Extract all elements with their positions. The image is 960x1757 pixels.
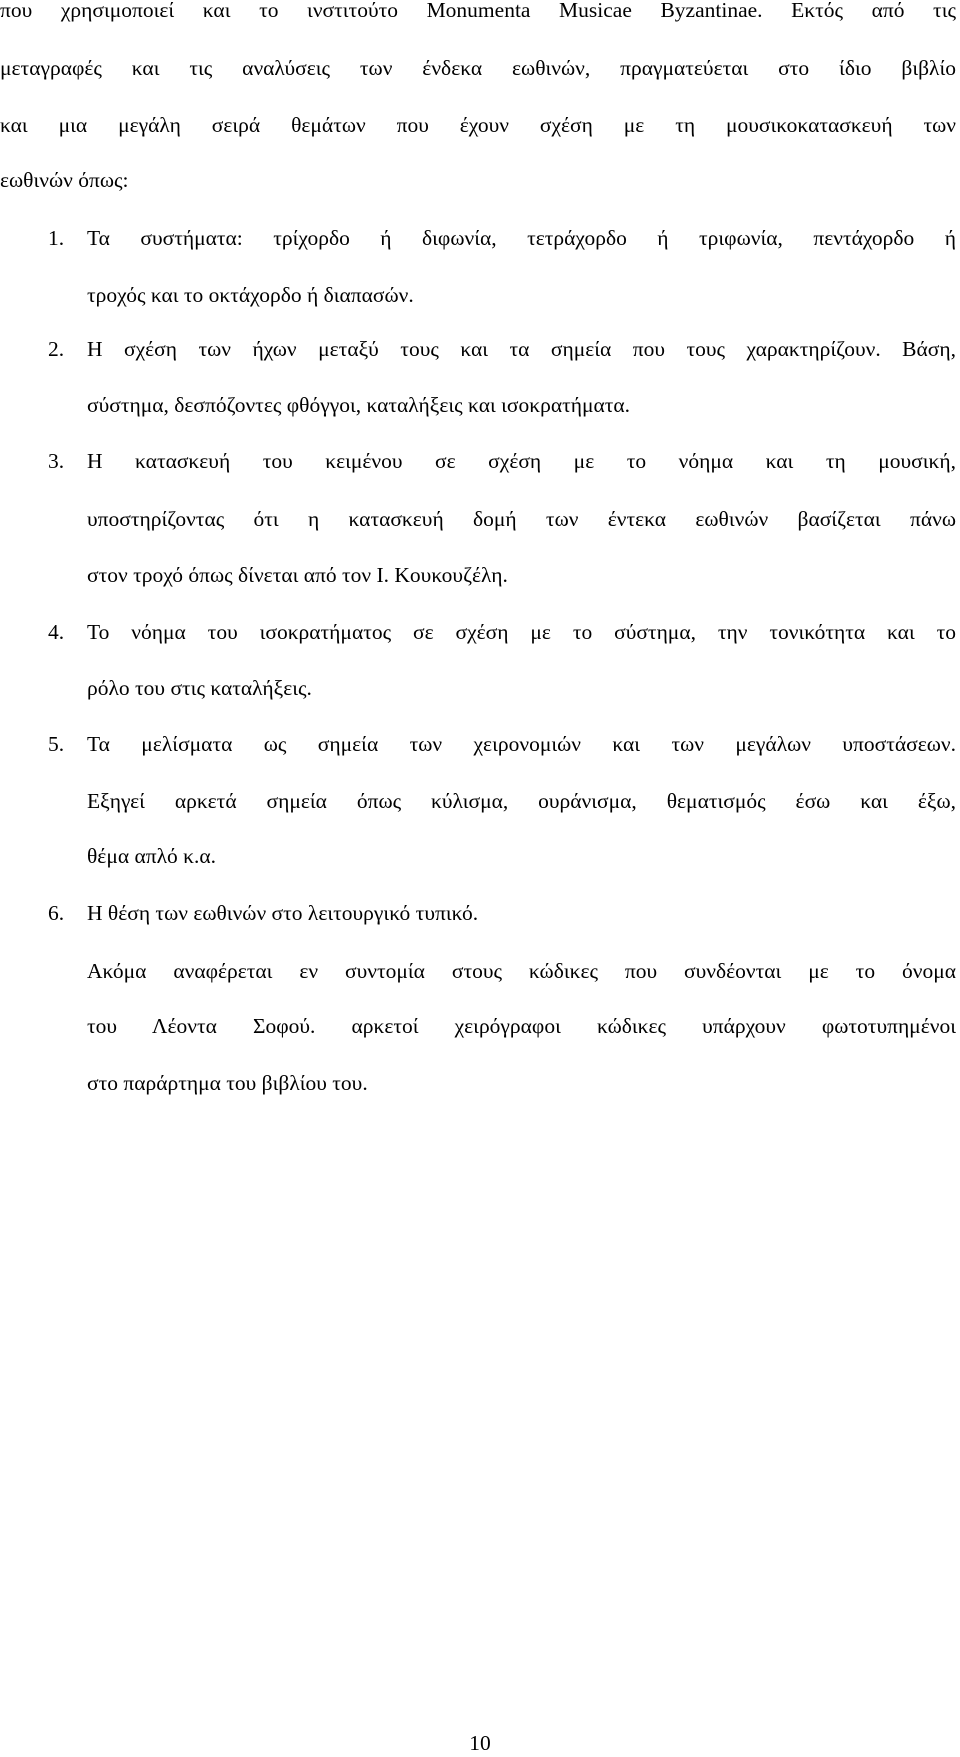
- list-item-line: θέμα απλό κ.α.: [87, 844, 217, 868]
- list-item-line: Τα μελίσματα ως σημεία των χειρονομιών και των μεγάλων υποστάσεων.: [87, 732, 956, 756]
- list-item-line: Η θέση των εωθινών στο λειτουργικό τυπικό.: [87, 901, 479, 925]
- list-item-line: σύστημα, δεσπόζοντες φθόγγοι, καταλήξεις και ισοκρατήματα.: [87, 393, 631, 417]
- list-item-line: Η κατασκευή του κειμένου σε σχέση με το νόημα και τη μουσική,: [87, 449, 956, 473]
- list-item-line: Τα συστήματα: τρίχορδο ή διφωνία, τετράχορδο ή τριφωνία, πεντάχορδο ή: [87, 226, 956, 250]
- list-item-line: ρόλο του στις καταλήξεις.: [87, 676, 312, 700]
- list-item-line: στο παράρτημα του βιβλίου του.: [87, 1071, 368, 1095]
- intro-line-3: και μια μεγάλη σειρά θεμάτων που έχουν σχέση με τη μουσικοκατασκευή των: [0, 113, 956, 137]
- list-item-line: τροχός και το οκτάχορδο ή διαπασών.: [87, 283, 414, 307]
- list-item-line: Το νόημα του ισοκρατήματος σε σχέση με το σύστημα, την τονικότητα και το: [87, 620, 956, 644]
- intro-line-2: μεταγραφές και τις αναλύσεις των ένδεκα εωθινών, πραγματεύεται στο ίδιο βιβλίο: [0, 56, 956, 80]
- intro-line-1: που χρησιμοποιεί και το ινστιτούτο Monumenta Musicae Byzantinae. Εκτός από τις: [0, 0, 956, 22]
- list-item-number: 4.: [48, 620, 65, 644]
- list-item-line: Εξηγεί αρκετά σημεία όπως κύλισμα, ουράνισμα, θεματισμός έσω και έξω,: [87, 789, 956, 813]
- list-item-number: 2.: [48, 337, 65, 361]
- list-item-line: του Λέοντα Σοφού. αρκετοί χειρόγραφοι κώδικες υπάρχουν φωτοτυπημένοι: [87, 1014, 956, 1038]
- list-item-number: 1.: [48, 226, 65, 250]
- list-item-number: 5.: [48, 732, 65, 756]
- list-item-line: στον τροχό όπως δίνεται από τον Ι. Κουκουζέλη.: [87, 563, 508, 587]
- list-item-line: Ακόμα αναφέρεται εν συντομία στους κώδικες που συνδέονται με το όνομα: [87, 959, 956, 983]
- list-item-line: υποστηρίζοντας ότι η κατασκευή δομή των έντεκα εωθινών βασίζεται πάνω: [87, 507, 956, 531]
- intro-line-4: εωθινών όπως:: [0, 168, 129, 192]
- list-item-number: 6.: [48, 901, 65, 925]
- list-item-number: 3.: [48, 449, 65, 473]
- page-number: 10: [469, 1731, 491, 1755]
- list-item-line: Η σχέση των ήχων μεταξύ τους και τα σημεία που τους χαρακτηρίζουν. Βάση,: [87, 337, 956, 361]
